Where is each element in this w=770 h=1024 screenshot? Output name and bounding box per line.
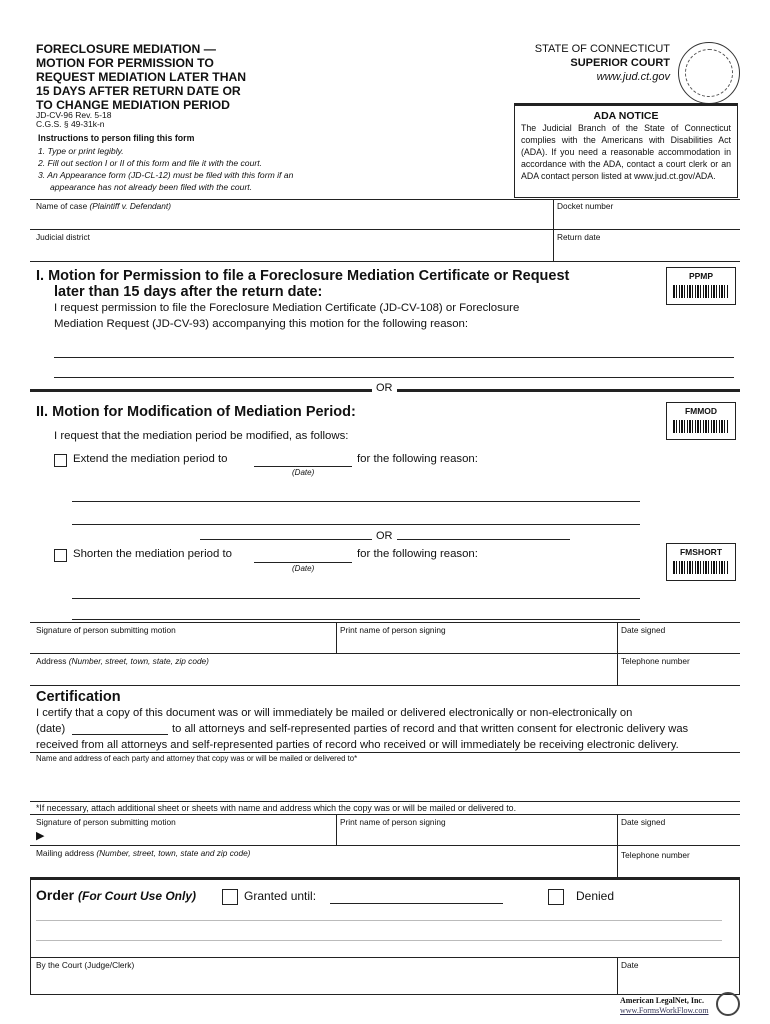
code-label: PPMP [688,271,714,281]
cert-line3: received from all attorneys and self-represented parties of record who received or will immediately be receiving electronic delivery. [36,739,679,751]
denied-label: Denied [576,889,615,903]
code-label: FMSHORT [679,547,723,557]
reason-line[interactable] [54,377,734,378]
statute: C.G.S. § 49-31k-n [36,119,105,129]
cert-line2b: to all attorneys and self-represented parties of record and that written consent for electronic delivery was [172,723,689,735]
date-hint: (Date) [292,468,315,477]
mailing-address-label: Mailing address (Number, street, town, state and zip code) [36,848,251,858]
print-name-label: Print name of person signing [340,625,446,635]
footnote: *If necessary, attach additional sheet or sheets with name and address which the copy was or will be mailed or delivered to. [36,803,517,813]
shorten-checkbox[interactable] [54,549,67,562]
case-name-field[interactable] [36,212,548,228]
extend-label: Extend the mediation period to [73,453,228,465]
signature-label: Signature of person submitting motion [36,625,176,635]
granted-date-line[interactable] [330,903,503,904]
ppmp-code-box [666,267,736,305]
cert-date-signed-label: Date signed [621,817,666,827]
section2-intro: I request that the mediation period be modified, as follows: [54,430,349,442]
reason-line[interactable] [72,524,640,525]
date-hint: (Date) [292,564,315,573]
or-divider: OR [372,530,397,542]
phone-label: Telephone number [621,656,690,666]
ada-notice [514,103,738,198]
docket-field[interactable] [557,212,737,228]
reason-line[interactable] [72,501,640,502]
case-name-label: Name of case (Plaintiff v. Defendant) [36,201,171,211]
section1-body-line: Mediation Request (JD-CV-93) accompanying this motion for the following reason: [54,318,469,330]
names-field[interactable] [36,766,736,800]
section1-body [54,300,519,332]
order-date-label: Date [621,960,639,970]
extend-checkbox[interactable] [54,454,67,467]
granted-checkbox[interactable] [222,889,238,905]
order-title: Order (For Court Use Only) [36,887,197,903]
cert-print-name-label: Print name of person signing [340,817,446,827]
reason-line[interactable] [54,357,734,358]
section1-body-line: I request permission to file the Foreclosure Mediation Certificate (JD-CV-108) or Foreclosure [54,302,520,314]
form-title [36,42,296,112]
title-line: 15 DAYS AFTER RETURN DATE OR [36,84,241,98]
by-court-label: By the Court (Judge/Clerk) [36,960,135,970]
brand-logo-icon [716,992,740,1016]
instruction-item: 2. Fill out section I or II of this form and file it with the court. [38,158,263,168]
instruction-item: 3. An Appearance form (JD-CL-12) must be filed with this form if an [38,170,294,180]
brand-name: American LegalNet, Inc. [620,996,704,1005]
barcode-icon [673,285,729,298]
date-signed-label: Date signed [621,625,666,635]
website: www.jud.ct.gov [596,71,670,83]
title-line: MOTION FOR PERMISSION TO [36,56,214,70]
instructions-heading: Instructions to person filing this form [38,133,195,143]
certification-title: Certification [36,689,121,705]
section1-title-line: later than 15 days after the return date: [54,284,323,300]
barcode-icon [673,420,729,433]
shorten-label: Shorten the mediation period to [73,548,232,560]
denied-checkbox[interactable] [548,889,564,905]
instruction-item: 1. Type or print legibly. [38,146,124,156]
cert-line1: I certify that a copy of this document was or will immediately be mailed or delivered electronically or non-electronically on [36,707,633,719]
brand-text [620,996,709,1016]
title-line: FORECLOSURE MEDIATION — [36,42,216,56]
names-label: Name and address of each party and attorney that copy was or will be mailed or delivered to* [36,754,358,763]
title-line: REQUEST MEDIATION LATER THAN [36,70,247,84]
return-date-field[interactable] [557,243,737,259]
address-label: Address (Number, street, town, state, zip code) [36,656,209,666]
reason-line[interactable] [72,598,640,599]
instructions-list [38,145,293,193]
form-code: JD-CV-96 Rev. 5-18 [36,110,112,120]
barcode-icon [673,561,729,574]
fmmod-code-box [666,402,736,440]
court-name: SUPERIOR COURT [570,57,670,69]
ada-title: ADA NOTICE [593,110,659,122]
section1-title [36,268,569,300]
reason-line[interactable] [72,619,640,620]
cert-line2a: (date) [36,723,66,735]
return-date-label: Return date [557,232,601,242]
cert-signature-label: Signature of person submitting motion [36,817,176,827]
extend-date-line[interactable] [254,466,352,467]
state-seal-icon [678,42,740,104]
ada-body: The Judicial Branch of the State of Connecticut complies with the Americans with Disabilities Act (ADA). If you need a reasonable accommodation in accordance with the ADA, contact a court clerk or an ADA contact person listed at www.jud.ct.gov/ADA. [521,123,731,181]
granted-label: Granted until: [244,889,317,903]
reason-label: for the following reason: [357,453,478,465]
district-field[interactable] [36,243,548,259]
cert-phone-label: Telephone number [621,850,690,860]
cert-date-line[interactable] [72,734,168,735]
signature-arrow-icon: ▶ [36,830,45,842]
section1-title-line: I. Motion for Permission to file a Foreclosure Mediation Certificate or Request [36,268,570,284]
docket-label: Docket number [557,201,614,211]
instruction-item: appearance has not already been filed with the court. [50,182,253,192]
state-name: STATE OF CONNECTICUT [534,43,670,55]
fmshort-code-box [666,543,736,581]
or-divider: OR [372,382,397,394]
brand-link[interactable]: www.FormsWorkFlow.com [620,1006,709,1015]
court-info [535,42,670,84]
section2-title: II. Motion for Modification of Mediation Period: [36,404,356,420]
reason-label: for the following reason: [357,548,478,560]
code-label: FMMOD [684,406,718,416]
title-line: TO CHANGE MEDIATION PERIOD [36,98,230,112]
district-label: Judicial district [36,232,90,242]
shorten-date-line[interactable] [254,562,352,563]
